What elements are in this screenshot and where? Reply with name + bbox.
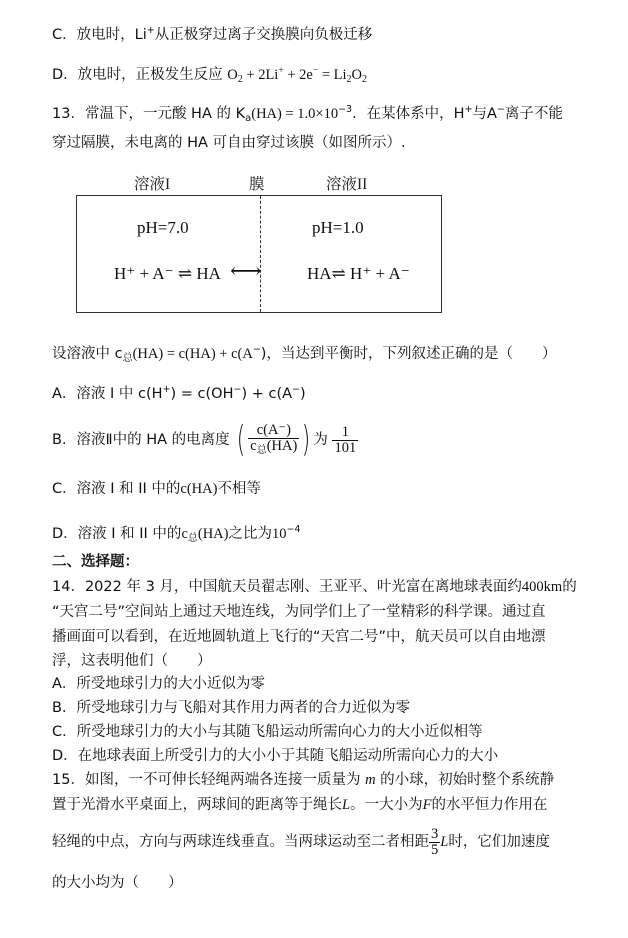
q14-option-a: A．所受地球引力的大小近似为零 — [52, 676, 265, 692]
q13-setup: 设溶液中 $c_总(HA) = c(HA) + c(A^-)$，当达到平衡时，下列叙述正确的是（ ） — [52, 344, 557, 364]
option-d-prev — [52, 61, 367, 90]
q14-line4: 浮，这表明他们（ ） — [52, 653, 212, 669]
q13-option-a: A．溶液 I 中 c(H+) = c(OH−) + c(A−) — [52, 384, 306, 402]
distance-fraction: $\frac{3}{5}$ — [431, 825, 439, 858]
left-paren: ( — [237, 419, 246, 460]
q14-option-b: B．所受地球引力与飞船对其作用力两者的合力近似为零 — [52, 700, 410, 716]
q13-option-b: B．溶液Ⅱ中的 HA 的电离度 ( $\frac{c(A^-)}{c_总(HA)}$ ) 为 $\frac{1}{101}$ — [52, 419, 357, 460]
option-c-prev-text: 从正极穿过离子交换膜向负极迁移 — [154, 27, 373, 43]
equilibrium-right: HA⇌ H⁺ + A⁻ — [307, 264, 410, 283]
q15-line3: 轻绳的中点，方向与两球连线垂直。当两球运动至二者相距 $\frac{3}{5}$ L时，它们加速度 — [52, 825, 550, 858]
value-fraction: $\frac{1}{101}$ — [334, 423, 357, 456]
option-c-prev — [52, 21, 372, 45]
option-c-prev-label: C．放电时，Li — [52, 27, 147, 43]
q15-line1: 15．如图，一不可伸长轻绳两端各连接一质量为 m 的小球，初始时整个系统静 — [52, 772, 555, 788]
diagram-label-solution-2: 溶液II — [326, 176, 368, 193]
ionization-fraction: $\frac{c(A^-)}{c_总(HA)}$ — [250, 421, 298, 456]
membrane-line — [260, 196, 261, 312]
q13-stem-line1: 13．常温下，一元酸 HA 的 $K_a(HA) = 1.0\times 10^{-3}$．在某体系中，H+与A−离子不能 — [52, 104, 563, 124]
equilibrium-left: H⁺ + A⁻ ⇌ HA — [114, 264, 221, 283]
right-paren: ) — [302, 419, 311, 460]
q13-option-c: C．溶液 I 和 II 中的c(HA)不相等 — [52, 481, 261, 497]
ph-right: pH=1.0 — [312, 218, 364, 237]
q14-option-c: C．所受地球引力的大小与其随飞船运动所需向心力的大小近似相等 — [52, 724, 483, 740]
q15-line4: 的大小均为（ ） — [52, 875, 183, 891]
q14-line2: “天宫二号”空间站上通过天地连线，为同学们上了一堂精彩的科学课。通过直 — [52, 604, 546, 620]
q13-option-d: D．溶液 I 和 II 中的$c_总(HA)$之比为$10^{-4}$ — [52, 524, 301, 544]
li-charge: + — [146, 25, 155, 36]
ph-left: pH=7.0 — [137, 218, 189, 237]
q14-line3: 播画面可以看到，在近地圆轨道上飞行的“天宫二号”中，航天员可以自由地漂 — [52, 629, 546, 645]
reaction-equation: $O_2 + 2Li^+ + 2e^- = Li_2O_2$ — [227, 66, 367, 85]
double-arrow-icon: ⟷ — [230, 258, 262, 283]
q15-line2: 置于光滑水平桌面上，两球间的距离等于绳长L。一大小为F的水平恒力作用在 — [52, 797, 548, 813]
section-title: 二、选择题： — [52, 554, 139, 570]
option-d-prev-label: D．放电时，正极发生反应 — [52, 67, 223, 83]
q14-line1: 14．2022 年 3 月，中国航天员翟志刚、王亚平、叶光富在离地球表面约400km的 — [52, 579, 577, 595]
q13-stem-line2: 穿过隔膜，未电离的 HA 可自由穿过该膜（如图所示）. — [52, 135, 406, 151]
diagram-label-solution-1: 溶液I — [134, 176, 171, 193]
q14-option-d: D．在地球表面上所受引力的大小小于其随飞船运动所需向心力的大小 — [52, 748, 499, 764]
membrane-diagram — [76, 195, 442, 313]
diagram-label-membrane: 膜 — [249, 176, 265, 193]
